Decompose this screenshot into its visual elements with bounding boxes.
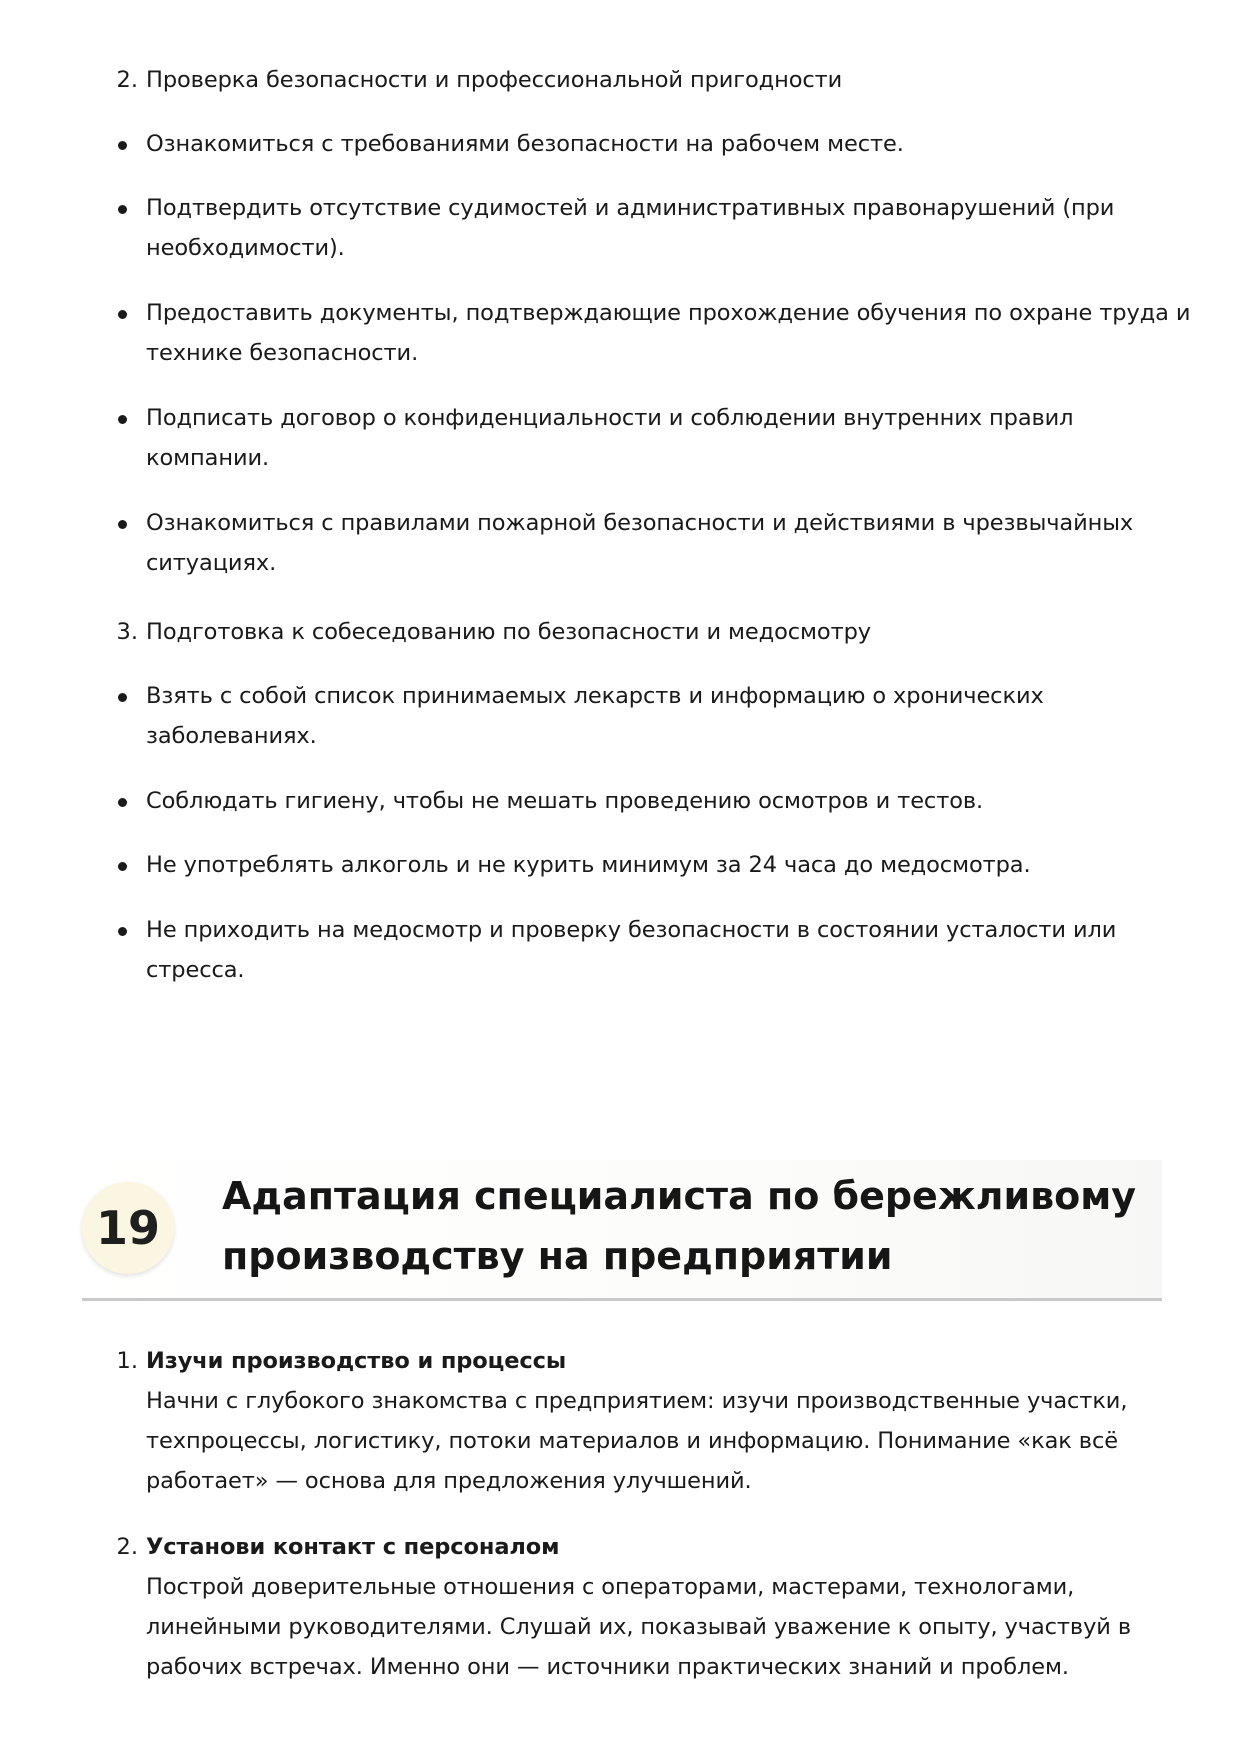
list-heading: Проверка безопасности и профессиональной пригодности [146,67,843,93]
section-title-line: производству на предприятии [222,1234,893,1278]
list-number: 2. [116,67,138,93]
bullet-icon [118,927,127,936]
step-number: 2. [116,1534,138,1560]
section-divider [82,1298,1162,1301]
bullet-icon [118,520,127,529]
list-number: 3. [116,619,138,645]
step-number: 1. [116,1348,138,1374]
step-text-line: линейными руководителями. Слушай их, показывай уважение к опыту, участвуй в [146,1614,1132,1640]
step-title: Изучи производство и процессы [146,1348,567,1374]
list-item-line: Предоставить документы, подтверждающие прохождение обучения по охране труда и [146,300,1191,326]
section-number-badge: 19 [82,1182,174,1274]
list-heading: Подготовка к собеседованию по безопасности и медосмотру [146,619,872,645]
list-item-line: необходимости). [146,235,345,261]
list-item-line: Соблюдать гигиену, чтобы не мешать проведению осмотров и тестов. [146,788,984,814]
step-title: Установи контакт с персоналом [146,1534,560,1560]
bullet-icon [118,693,127,702]
list-item-line: Ознакомиться с правилами пожарной безопасности и действиями в чрезвычайных [146,510,1134,536]
step-text-line: работает» — основа для предложения улучшений. [146,1468,752,1494]
list-item-line: технике безопасности. [146,340,419,366]
list-item-line: стресса. [146,957,245,983]
bullet-icon [118,415,127,424]
list-item-line: Взять с собой список принимаемых лекарств и информацию о хронических [146,683,1044,709]
step-text-line: Начни с глубокого знакомства с предприятием: изучи производственные участки, [146,1388,1128,1414]
section-title-line: Адаптация специалиста по бережливому [222,1174,1137,1218]
bullet-icon [118,310,127,319]
list-item-line: Подписать договор о конфиденциальности и соблюдении внутренних правил [146,405,1074,431]
list-item-line: Не приходить на медосмотр и проверку безопасности в состоянии усталости или [146,917,1117,943]
bullet-icon [118,205,127,214]
step-text-line: техпроцессы, логистику, потоки материалов и информацию. Понимание «как всё [146,1428,1118,1454]
list-item-line: Ознакомиться с требованиями безопасности на рабочем месте. [146,131,904,157]
list-item-line: ситуациях. [146,550,277,576]
step-text-line: Построй доверительные отношения с операторами, мастерами, технологами, [146,1574,1075,1600]
list-item-line: заболеваниях. [146,723,317,749]
bullet-icon [118,798,127,807]
list-item-line: компании. [146,445,270,471]
step-text-line: рабочих встречах. Именно они — источники практических знаний и проблем. [146,1654,1069,1680]
bullet-icon [118,141,127,150]
list-item-line: Не употреблять алкоголь и не курить минимум за 24 часа до медосмотра. [146,852,1031,878]
bullet-icon [118,862,127,871]
list-item-line: Подтвердить отсутствие судимостей и административных правонарушений (при [146,195,1115,221]
